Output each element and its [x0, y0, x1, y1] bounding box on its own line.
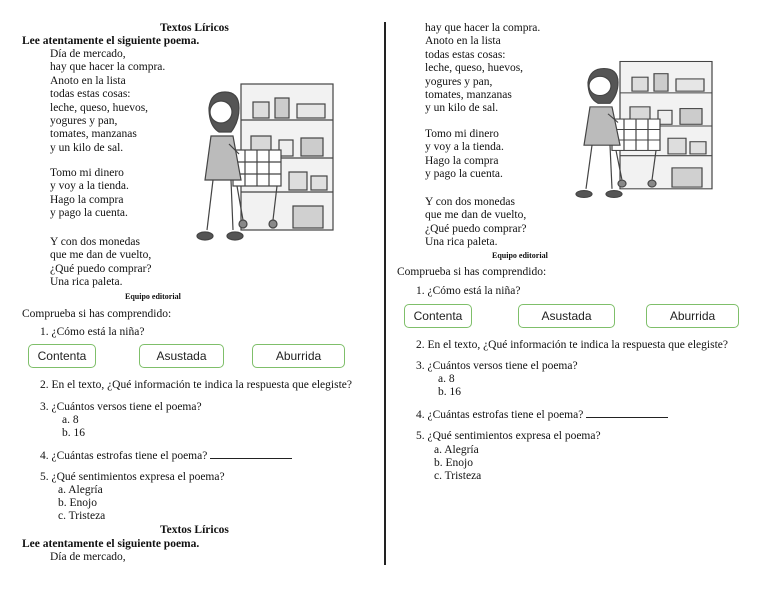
poem-line: todas estas cosas: [425, 48, 506, 61]
answer-option: b. Enojo [58, 497, 97, 509]
poem-stanza-3 [425, 196, 527, 250]
poem-line: y voy a la tienda. [425, 141, 504, 154]
question-4 [40, 449, 292, 462]
question-3: 3. ¿Cuántos versos tiene el poema? [416, 360, 578, 372]
comprehension-heading: Comprueba si has comprendido: [397, 266, 547, 278]
answer-option: c. Tristeza [58, 510, 106, 522]
question-1: 1. ¿Cómo está la niña? [416, 285, 521, 297]
instruction: Lee atentamente el siguiente poema. [22, 35, 200, 47]
poem-line: y un kilo de sal. [425, 102, 499, 115]
option-aburrida-button[interactable]: Aburrida [646, 304, 739, 328]
poem-stanza-2 [425, 128, 504, 182]
poem-stanza-3 [50, 236, 152, 290]
answer-blank[interactable] [586, 408, 668, 418]
question-3: 3. ¿Cuántos versos tiene el poema? [40, 401, 202, 413]
question-5: 5. ¿Qué sentimientos expresa el poema? [416, 430, 601, 442]
question-1: 1. ¿Cómo está la niña? [40, 326, 145, 338]
poem-line: Una rica paleta. [425, 236, 498, 249]
poem-line: que me dan de vuelto, [425, 209, 527, 222]
poem-credit: Equipo editorial [125, 292, 181, 301]
repeat-instruction: Lee atentamente el siguiente poema. [22, 538, 200, 550]
girl-shopping-illustration [193, 80, 341, 252]
option-aburrida-button[interactable]: Aburrida [252, 344, 345, 368]
poem-line: Y con dos monedas [425, 196, 515, 208]
girl-shopping-illustration [572, 58, 720, 208]
poem-line: hay que hacer la compra. [425, 22, 541, 34]
question-2: 2. En el texto, ¿Qué información te indica la respuesta que elegiste? [416, 339, 728, 351]
column-divider [384, 22, 386, 565]
poem-line: hay que hacer la compra. [50, 61, 166, 74]
option-asustada-button[interactable]: Asustada [139, 344, 224, 368]
poem-line: Una rica paleta. [50, 276, 123, 289]
page-title: Textos Líricos [160, 22, 229, 34]
repeat-title: Textos Líricos [160, 524, 229, 536]
poem-line: tomates, manzanas [50, 128, 137, 141]
answer-blank[interactable] [210, 449, 292, 459]
poem-line: Y con dos monedas [50, 236, 140, 248]
poem-line: todas estas cosas: [50, 88, 131, 101]
answer-option: a. 8 [62, 414, 79, 426]
poem-line: leche, queso, huevos, [50, 101, 149, 114]
answer-option: b. 16 [438, 386, 461, 398]
poem-line: Anoto en la lista [50, 74, 126, 87]
poem-line: yogures y pan, [425, 75, 493, 88]
poem-line: leche, queso, huevos, [425, 62, 524, 75]
poem-line: ¿Qué puedo comprar? [50, 262, 152, 275]
poem-line: Anoto en la lista [425, 35, 501, 48]
poem-stanza-1 [50, 48, 165, 155]
question-4-text: 4. ¿Cuántas estrofas tiene el poema? [416, 409, 584, 421]
poem-line: y voy a la tienda. [50, 180, 129, 193]
answer-option: c. Tristeza [434, 470, 482, 482]
poem-stanza-2 [50, 167, 129, 221]
answer-option: b. Enojo [434, 457, 473, 469]
answer-option: a. Alegría [434, 444, 479, 456]
poem-line: Tomo mi dinero [425, 128, 499, 140]
question-5: 5. ¿Qué sentimientos expresa el poema? [40, 471, 225, 483]
poem-line: ¿Qué puedo comprar? [425, 222, 527, 235]
repeat-poem-line: Día de mercado, [50, 551, 126, 563]
poem-line: tomates, manzanas [425, 89, 512, 102]
poem-line: Hago la compra [425, 154, 499, 167]
question-4-text: 4. ¿Cuántas estrofas tiene el poema? [40, 450, 208, 462]
poem-line: Día de mercado, [50, 48, 126, 60]
poem-line: y pago la cuenta. [425, 168, 503, 181]
answer-option: a. 8 [438, 373, 455, 385]
answer-option: b. 16 [62, 427, 85, 439]
question-4 [416, 408, 668, 421]
poem-line: y pago la cuenta. [50, 207, 128, 220]
option-contenta-button[interactable]: Contenta [28, 344, 96, 368]
poem-line: Tomo mi dinero [50, 167, 124, 179]
poem-stanza-1 [425, 22, 540, 116]
poem-credit: Equipo editorial [492, 251, 548, 260]
comprehension-heading: Comprueba si has comprendido: [22, 308, 172, 320]
answer-option: a. Alegría [58, 484, 103, 496]
question-2: 2. En el texto, ¿Qué información te indica la respuesta que elegiste? [40, 379, 352, 391]
poem-line: Hago la compra [50, 193, 124, 206]
poem-line: y un kilo de sal. [50, 141, 124, 154]
poem-line: yogures y pan, [50, 115, 118, 128]
option-contenta-button[interactable]: Contenta [404, 304, 472, 328]
poem-line: que me dan de vuelto, [50, 249, 152, 262]
option-asustada-button[interactable]: Asustada [518, 304, 615, 328]
